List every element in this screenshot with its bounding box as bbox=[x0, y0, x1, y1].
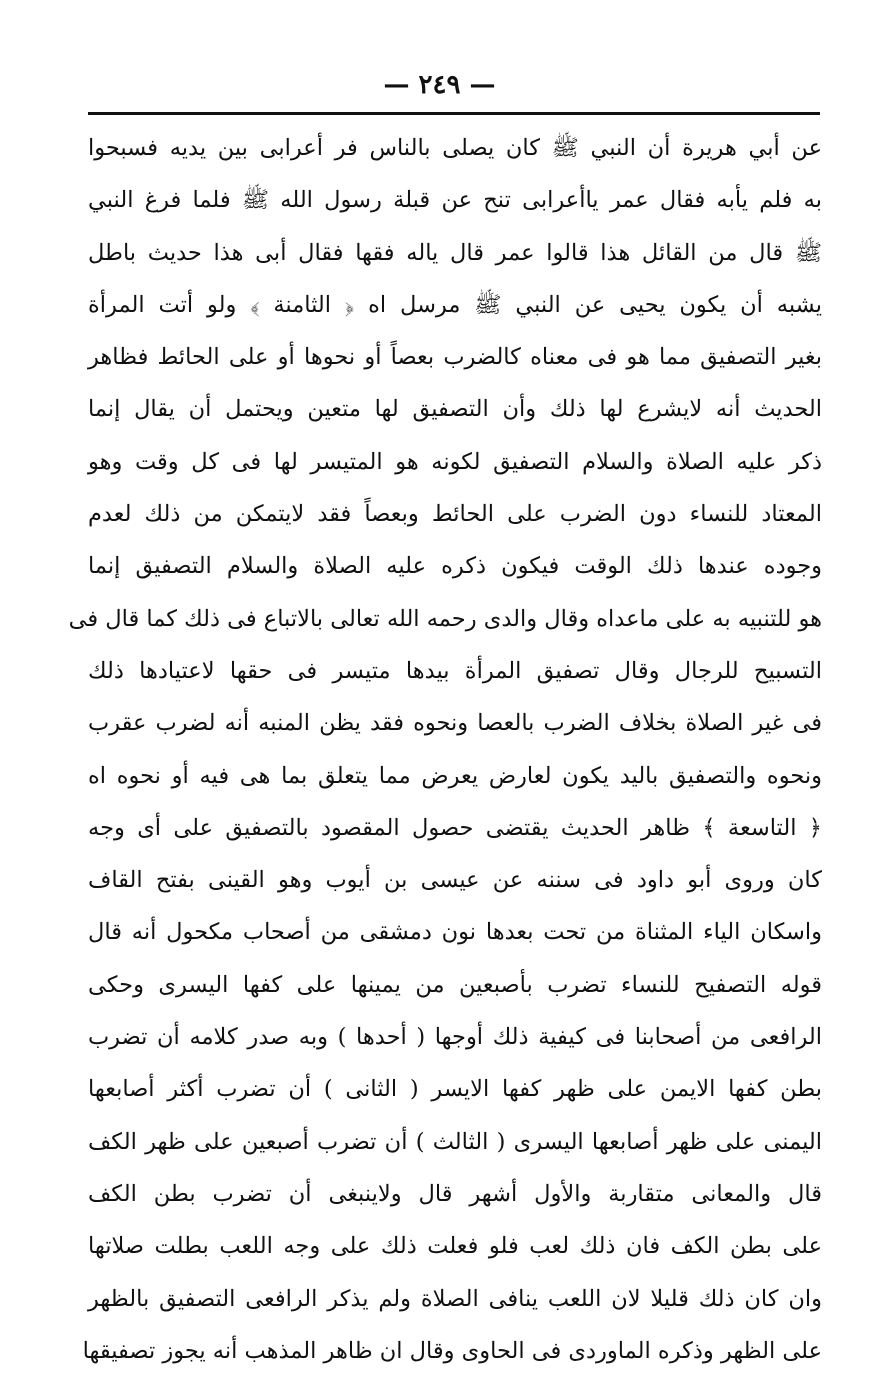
text-line: واسكان الياء المثناة من تحت بعدها نون دمشقى من أصحاب مكحول أنه قال bbox=[88, 919, 822, 946]
text-line: المعتاد للنساء دون الضرب على الحائط وبعصاً فقد لايتمكن من ذلك لعدم bbox=[88, 501, 822, 528]
text-line: التسبيح للرجال وقال تصفيق المرأة بيدها متيسر فى حقها لاعتيادها ذلك bbox=[88, 657, 822, 684]
text-line: يشبه أن يكون يحيى عن النبي ﷺ مرسل اه ﴿ الثامنة ﴾ ولو أتت المرأة bbox=[88, 291, 822, 318]
header-rule bbox=[88, 112, 820, 115]
text-line: وان كان ذلك قليلا لان اللعب ينافى الصلاة ولم يذكر الرافعى التصفيق بالظهر bbox=[88, 1285, 822, 1312]
body-text bbox=[68, 122, 822, 1364]
text-line: فى غير الصلاة بخلاف الضرب بالعصا ونحوه فقد يظن المنبه أنه لضرب عقرب bbox=[88, 710, 822, 737]
text-line: ﷺ قال من القائل هذا قالوا عمر قال ياله فقها فقال أبى هذا حديث باطل bbox=[88, 239, 822, 266]
text-line: هو للتنبيه به على ماعداه وقال والدى رحمه الله تعالى بالاتباع فى ذلك كما قال فى bbox=[68, 605, 822, 632]
text-line: ﴿ التاسعة ﴾ ظاهر الحديث يقتضى حصول المقصود بالتصفيق على أى وجه bbox=[88, 814, 822, 841]
text-line: عن أبي هريرة أن النبي ﷺ كان يصلى بالناس فر أعرابى بين يديه فسبحوا bbox=[88, 135, 822, 161]
text-line: بغير التصفيق مما هو فى معناه كالضرب بعصاً أو نحوها أو على الحائط فظاهر bbox=[88, 344, 822, 371]
text-line: قوله التصفيح للنساء تضرب بأصبعين من يمينها على كفها اليسرى وحكى bbox=[88, 971, 822, 998]
text-line: ذكر عليه الصلاة والسلام التصفيق لكونه هو المتيسر لها فى كل وقت وهو bbox=[88, 448, 822, 475]
text-line: به فلم يأبه فقال عمر ياأعرابى تنح عن قبلة رسول الله ﷺ فلما فرغ النبي bbox=[88, 187, 822, 214]
page-header bbox=[0, 68, 879, 108]
text-line: الحديث أنه لايشرع لها ذلك وأن التصفيق لها متعين ويحتمل أن يقال إنما bbox=[88, 396, 822, 423]
text-line: على بطن الكف فان ذلك لعب فلو فعلت ذلك على وجه اللعب بطلت صلاتها bbox=[88, 1233, 822, 1260]
text-line: وجوده عندها ذلك الوقت فيكون ذكره عليه الصلاة والسلام التصفيق إنما bbox=[88, 553, 822, 580]
text-line: بطن كفها الايمن على ظهر كفها الايسر ( الثانى ) أن تضرب أكثر أصابعها bbox=[88, 1076, 822, 1103]
page-number: — ٢٤٩ — bbox=[383, 70, 496, 100]
text-line: كان وروى أبو داود فى سننه عن عيسى بن أيوب وهو القينى بفتح القاف bbox=[88, 867, 822, 894]
text-line: قال والمعانى متقاربة والأول أشهر قال ولاينبغى أن تضرب بطن الكف bbox=[88, 1180, 822, 1207]
text-line: اليمنى على ظهر أصابعها اليسرى ( الثالث ) أن تضرب أصبعين على ظهر الكف bbox=[88, 1128, 822, 1155]
text-line: على الظهر وذكره الماوردى فى الحاوى وقال ان ظاهر المذهب أنه يجوز تصفيقها bbox=[82, 1337, 822, 1364]
text-line: ونحوه والتصفيق باليد يكون لعارض يعرض مما يتعلق بما هى فيه أو نحوه اه bbox=[88, 762, 822, 789]
text-line: الرافعى من أصحابنا فى كيفية ذلك أوجها ( أحدها ) وبه صدر كلامه أن تضرب bbox=[88, 1024, 822, 1051]
